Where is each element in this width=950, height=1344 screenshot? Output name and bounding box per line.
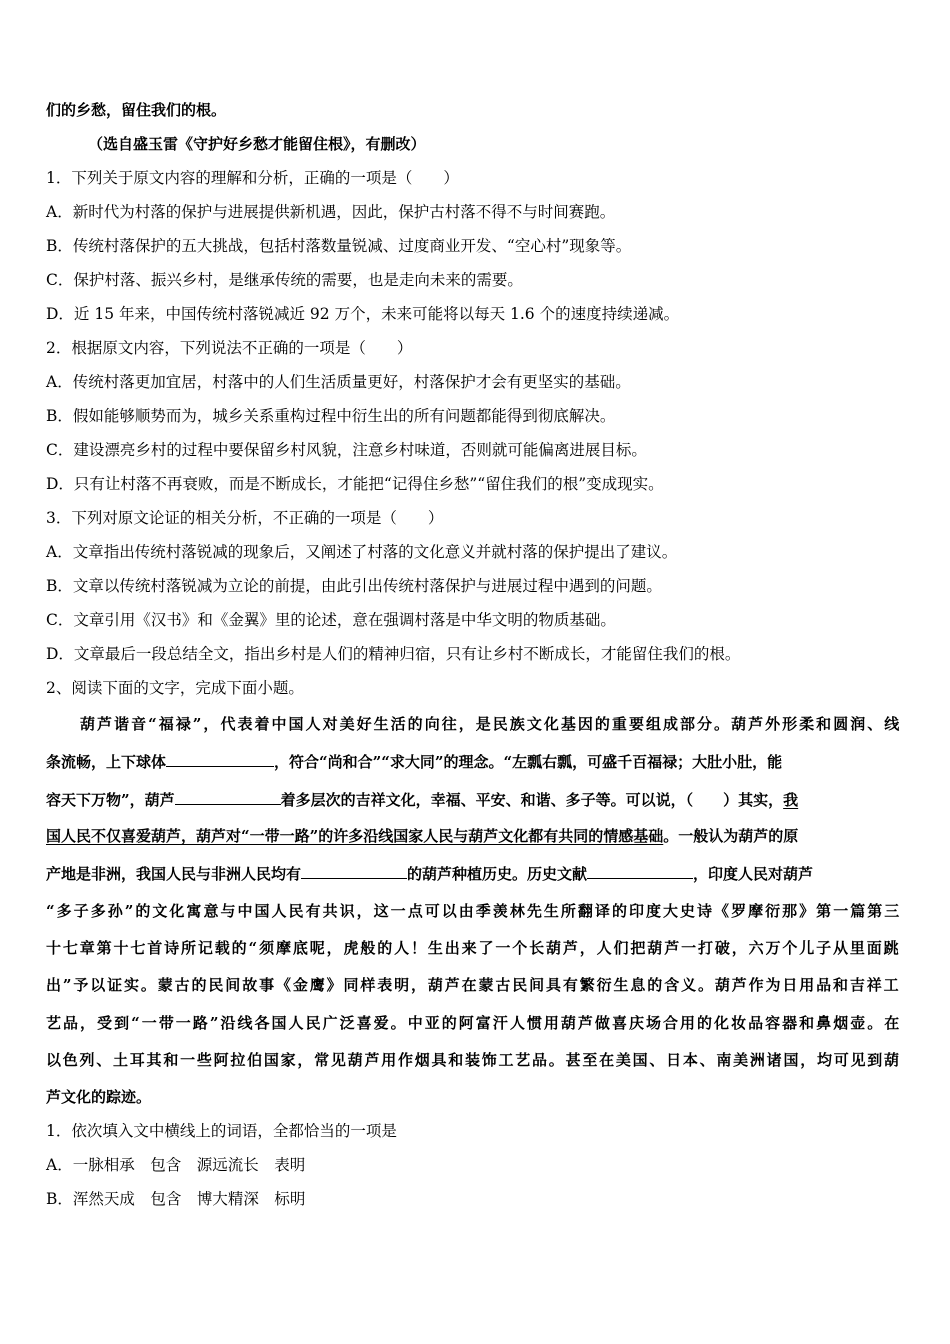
question-2-option-c: C．建设漂亮乡村的过程中要保留乡村风貌，注意乡村味道，否则就可能偏离进展目标。	[46, 441, 647, 459]
passage-text: 着多层次的吉祥文化，幸福、平安、和谐、多子等。可以说，（ ）其实，	[280, 791, 784, 809]
question-3-option-c: C．文章引用《汉书》和《金翼》里的论述，意在强调村落是中华文明的物质基础。	[46, 611, 616, 629]
question-1: 1．下列关于原文内容的理解和分析，正确的一项是（ ）	[46, 169, 459, 187]
subquestion-1-option-b: B．浑然天成 包含 博大精深 标明	[46, 1190, 306, 1208]
passage-line-8	[46, 975, 899, 995]
section-2-heading: 2、阅读下面的文字，完成下面小题。	[46, 679, 304, 697]
passage-text: ，符合“尚和合”“求大同”的理念。“左瓢右瓢，可盛千百福禄；大肚小肚，能	[274, 753, 783, 771]
question-1-option-c: C．保护村落、振兴乡村，是继承传统的需要，也是走向未来的需要。	[46, 271, 523, 289]
fill-blank-1[interactable]	[166, 751, 274, 767]
passage-text: 条流畅，上下球体	[46, 753, 167, 771]
question-1-option-d: D．近 15 年来，中国传统村落锐减近 92 万个，未来可能将以每天 1.6 个的速度持续递减。	[46, 305, 680, 323]
question-2-option-d: D．只有让村落不再衰败，而是不断成长，才能把“记得住乡愁”“留住我们的根”变成现实。	[46, 475, 664, 493]
passage-text: 出”予以证实。蒙古的民间故事《金鹰》同样表明，葫芦在蒙古民间具有繁衍生息的含义。葫芦作为日用品和吉祥工	[46, 976, 901, 994]
passage-end-line: 们的乡愁，留住我们的根。	[46, 101, 227, 119]
question-3-option-b: B．文章以传统村落锐减为立论的前提，由此引出传统村落保护与进展过程中遇到的问题。	[46, 577, 662, 595]
fill-blank-2[interactable]	[175, 789, 281, 805]
passage-line-9	[46, 1013, 902, 1033]
fill-blank-3[interactable]	[301, 863, 407, 879]
question-1-option-b: B．传统村落保护的五大挑战，包括村落数量锐减、过度商业开发、“空心村”现象等。	[46, 237, 632, 255]
passage-text: 。一般认为葫芦的原	[663, 827, 799, 845]
passage-text: 的葫芦种植历史。历史文献	[407, 865, 588, 883]
passage-line-4	[46, 826, 798, 846]
subquestion-1: 1．依次填入文中横线上的词语，全都恰当的一项是	[46, 1122, 397, 1140]
question-2-option-b: B．假如能够顺势而为，城乡关系重构过程中衍生出的所有问题都能得到彻底解决。	[46, 407, 616, 425]
passage-text: 以色列、土耳其和一些阿拉伯国家，常见葫芦用作烟具和装饰工艺品。甚至在美国、日本、南美洲诸国，均可见到葫	[46, 1051, 901, 1069]
passage-line-1	[80, 714, 902, 734]
underlined-sentence-start: 我	[783, 791, 799, 809]
source-citation: （选自盛玉雷《守护好乡愁才能留住根》，有删改）	[88, 135, 426, 153]
passage-text: 产地是非洲，我国人民与非洲人民均有	[46, 865, 302, 883]
question-3-option-a: A．文章指出传统村落锐减的现象后，又阐述了村落的文化意义并就村落的保护提出了建议。	[46, 543, 678, 561]
question-3-option-d: D．文章最后一段总结全文，指出乡村是人们的精神归宿，只有让乡村不断成长，才能留住我们的根。	[46, 645, 741, 663]
passage-text: ，印度人民对葫芦	[693, 865, 814, 883]
underlined-sentence: 国人民不仅喜爱葫芦，葫芦对“一带一路”的许多沿线国家人民与葫芦文化都有共同的情感基础	[46, 827, 664, 845]
passage-line-10	[46, 1050, 899, 1070]
question-2: 2．根据原文内容，下列说法不正确的一项是（ ）	[46, 339, 413, 357]
passage-text: 葫芦谐音“福禄”，代表着中国人对美好生活的向往，是民族文化基因的重要组成部分。葫芦外形柔和圆润、线	[80, 715, 902, 733]
question-1-option-a: A．新时代为村落的保护与进展提供新机遇，因此，保护古村落不得不与时间赛跑。	[46, 203, 616, 221]
question-3: 3．下列对原文论证的相关分析，不正确的一项是（ ）	[46, 509, 444, 527]
passage-line-3	[46, 789, 798, 810]
passage-line-6	[46, 901, 902, 921]
passage-line-11: 芦文化的踪迹。	[46, 1088, 152, 1106]
passage-line-7	[46, 938, 899, 958]
passage-line-5	[46, 863, 813, 884]
passage-text: “多子多孙”的文化寓意与中国人民有共识，这一点可以由季羡林先生所翻译的印度大史诗《罗摩衍那》第一篇第三	[46, 902, 902, 920]
subquestion-1-option-a: A．一脉相承 包含 源远流长 表明	[46, 1156, 306, 1174]
question-2-option-a: A．传统村落更加宜居，村落中的人们生活质量更好，村落保护才会有更坚实的基础。	[46, 373, 631, 391]
fill-blank-4[interactable]	[587, 863, 693, 879]
passage-text: 艺品，受到“一带一路”沿线各国人民广泛喜爱。中亚的阿富汗人惯用葫芦做喜庆场合用的化妆品容器和鼻烟壶。在	[46, 1014, 902, 1032]
passage-text: 十七章第十七首诗所记载的“须摩底呢，虎般的人！生出来了一个长葫芦，人们把葫芦一打破，六万个儿子从里面跳	[46, 939, 901, 957]
passage-line-2	[46, 751, 782, 772]
passage-text: 容天下万物”，葫芦	[46, 791, 175, 809]
